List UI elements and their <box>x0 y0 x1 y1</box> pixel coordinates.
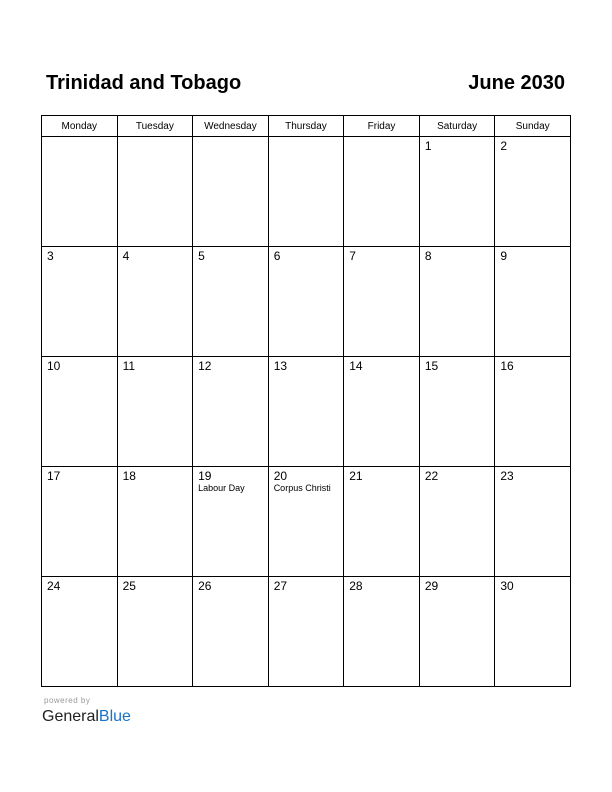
day-number: 14 <box>349 359 363 373</box>
day-number: 6 <box>273 249 281 263</box>
day-cell <box>419 137 495 247</box>
day-number: 4 <box>122 249 130 263</box>
holiday-label: Labour Day <box>198 483 245 493</box>
day-number: 8 <box>424 249 432 263</box>
day-number: 11 <box>122 359 136 373</box>
day-cell <box>495 467 571 577</box>
day-number: 2 <box>500 139 508 153</box>
day-number: 15 <box>424 359 439 373</box>
brand-general-text: General <box>42 708 99 725</box>
day-number: 29 <box>424 579 439 593</box>
weekday-header: Sunday <box>495 116 571 137</box>
day-cell <box>419 247 495 357</box>
weekday-header: Tuesday <box>117 116 193 137</box>
day-number: 26 <box>198 579 212 593</box>
day-number <box>269 137 344 140</box>
day-cell <box>193 577 269 687</box>
day-number: 17 <box>47 469 61 483</box>
week-row <box>42 247 571 357</box>
day-number: 21 <box>349 469 363 483</box>
day-number <box>42 137 117 140</box>
day-number: 16 <box>500 359 514 373</box>
day-cell <box>193 137 269 247</box>
day-number <box>344 137 419 140</box>
day-cell <box>419 357 495 467</box>
day-number <box>118 137 193 140</box>
powered-by-label: powered by <box>44 696 91 705</box>
holiday-label: Corpus Christi <box>273 483 331 493</box>
day-cell <box>117 247 193 357</box>
weekday-header: Friday <box>344 116 420 137</box>
week-row <box>42 577 571 687</box>
day-cell <box>42 357 118 467</box>
day-number: 24 <box>47 579 61 593</box>
day-number: 3 <box>47 249 54 263</box>
day-number: 7 <box>349 249 356 263</box>
day-cell <box>193 357 269 467</box>
weekday-header: Saturday <box>419 116 495 137</box>
day-cell <box>193 467 269 577</box>
day-cell <box>42 247 118 357</box>
day-cell <box>495 137 571 247</box>
weekday-header: Thursday <box>268 116 344 137</box>
day-cell <box>117 467 193 577</box>
day-cell <box>419 577 495 687</box>
day-cell <box>495 357 571 467</box>
day-cell <box>495 577 571 687</box>
day-cell <box>268 137 344 247</box>
day-cell <box>117 137 193 247</box>
day-number <box>193 137 268 140</box>
day-cell <box>344 577 420 687</box>
day-number: 25 <box>122 579 136 593</box>
day-number: 13 <box>273 359 288 373</box>
day-cell <box>344 247 420 357</box>
day-cell <box>42 137 118 247</box>
calendar-body <box>42 137 571 687</box>
calendar-grid <box>41 115 571 687</box>
day-cell <box>193 247 269 357</box>
day-number: 1 <box>424 139 432 153</box>
day-cell <box>117 357 193 467</box>
day-number: 5 <box>198 249 205 263</box>
week-row <box>42 467 571 577</box>
day-number: 20 <box>273 469 288 483</box>
day-cell <box>495 247 571 357</box>
day-cell <box>268 247 344 357</box>
week-row <box>42 357 571 467</box>
week-row <box>42 137 571 247</box>
day-number: 30 <box>500 579 514 593</box>
day-number: 18 <box>122 469 136 483</box>
day-cell <box>268 577 344 687</box>
day-number: 10 <box>47 359 61 373</box>
day-number: 23 <box>500 469 514 483</box>
day-number: 12 <box>198 359 212 373</box>
day-cell <box>42 577 118 687</box>
day-cell <box>419 467 495 577</box>
day-number: 27 <box>273 579 288 593</box>
day-cell <box>117 577 193 687</box>
brand-logo <box>42 708 131 726</box>
brand-blue-text: Blue <box>98 708 131 725</box>
day-cell <box>268 357 344 467</box>
weekday-header-row <box>42 116 571 137</box>
day-cell <box>344 467 420 577</box>
weekday-header: Wednesday <box>193 116 269 137</box>
weekday-header: Monday <box>42 116 118 137</box>
day-cell <box>268 467 344 577</box>
day-cell <box>344 357 420 467</box>
day-number: 22 <box>424 469 439 483</box>
day-cell <box>42 467 118 577</box>
day-number: 19 <box>198 469 212 483</box>
calendar-country-title: Trinidad and Tobago <box>46 72 242 94</box>
day-number: 9 <box>500 249 508 263</box>
calendar-month-title: June 2030 <box>468 72 565 94</box>
day-number: 28 <box>349 579 363 593</box>
day-cell <box>344 137 420 247</box>
